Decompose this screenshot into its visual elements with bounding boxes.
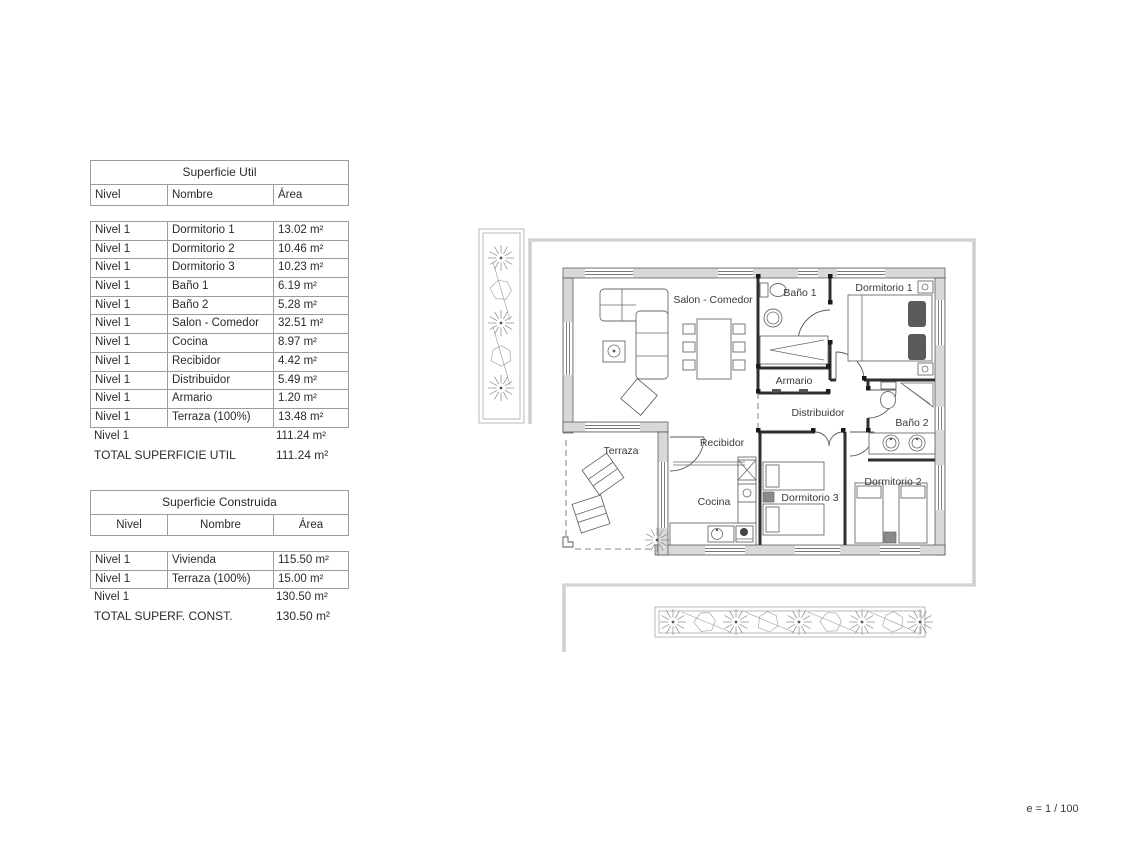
cell-area: 5.49 m²	[273, 372, 348, 390]
cell-nombre: Baño 1	[167, 278, 273, 296]
cell-nombre: Distribuidor	[167, 372, 273, 390]
room-label-bano1: Baño 1	[783, 287, 817, 299]
cell-nombre: Recibidor	[167, 353, 273, 371]
room-label-dormitorio1: Dormitorio 1	[855, 282, 913, 294]
cell-area: 15.00 m²	[273, 571, 348, 589]
col-header-area: Área	[273, 515, 348, 535]
room-label-cocina: Cocina	[697, 496, 731, 508]
room-label-terraza: Terraza	[603, 445, 639, 457]
cell-nivel: Nivel 1	[95, 317, 131, 330]
cell-nombre: Armario	[167, 390, 273, 408]
cell-area: 6.19 m²	[273, 278, 348, 296]
cell-nombre: Baño 2	[167, 297, 273, 315]
total-label: TOTAL SUPERF. CONST.	[94, 609, 233, 624]
cell-nombre: Cocina	[167, 334, 273, 352]
cell-area: 4.42 m²	[273, 353, 348, 371]
cell-area: 5.28 m²	[273, 297, 348, 315]
cell-area: 115.50 m²	[273, 552, 348, 570]
table-row	[91, 222, 348, 240]
room-label-dormitorio2: Dormitorio 2	[864, 476, 922, 488]
table-row	[91, 333, 348, 352]
terraza-step	[563, 537, 573, 547]
cell-nombre: Dormitorio 1	[167, 222, 273, 240]
hall-bench	[673, 462, 745, 465]
cell-area: 10.23 m²	[273, 259, 348, 277]
cell-nivel: Nivel 1	[95, 572, 131, 585]
cell-nombre: Dormitorio 3	[167, 259, 273, 277]
col-header-nombre: Nombre	[167, 185, 273, 205]
cell-nombre: Vivienda	[167, 552, 273, 570]
room-label-distribuidor: Distribuidor	[791, 407, 845, 419]
room-label-dormitorio3: Dormitorio 3	[781, 492, 839, 504]
cell-nivel: Nivel 1	[95, 298, 131, 311]
cell-nivel: Nivel 1	[95, 410, 131, 423]
superficie-construida-table	[90, 490, 349, 626]
col-header-nombre: Nombre	[167, 515, 273, 535]
cell-nombre: Salon - Comedor	[167, 315, 273, 333]
table-row	[91, 296, 348, 315]
sofa	[600, 289, 668, 379]
table-row	[91, 371, 348, 390]
room-label-bano2: Baño 2	[895, 417, 929, 429]
cell-area: 32.51 m²	[273, 315, 348, 333]
cell-nombre: Dormitorio 2	[167, 241, 273, 259]
table-row	[91, 389, 348, 408]
cell-nivel: Nivel 1	[95, 373, 131, 386]
col-header-area: Área	[273, 185, 348, 205]
table-row	[91, 314, 348, 333]
beds-single-dorm2	[855, 483, 927, 543]
room-label-recibidor: Recibidor	[699, 437, 745, 449]
col-header-nivel: Nivel	[95, 189, 121, 201]
superficie-util-title: Superficie Util	[91, 161, 348, 185]
room-label-salon: Salon - Comedor	[673, 294, 753, 306]
subtotal-nivel: Nivel 1	[94, 429, 130, 442]
total-area: 130.50 m²	[276, 609, 331, 624]
subtotal-area: 111.24 m²	[276, 429, 327, 442]
scale-note: e = 1 / 100	[1026, 803, 1079, 815]
floor-plan	[460, 215, 1000, 675]
total-label: TOTAL SUPERFICIE UTIL	[94, 447, 236, 462]
room-label-armario: Armario	[775, 375, 813, 387]
cell-nivel: Nivel 1	[95, 261, 131, 274]
col-header-nivel: Nivel	[116, 519, 142, 531]
table-row	[91, 408, 348, 427]
subtotal-spacer	[166, 589, 272, 606]
cell-nivel: Nivel 1	[95, 224, 131, 236]
cell-nombre: Terraza (100%)	[167, 409, 273, 427]
cell-area: 10.46 m²	[273, 241, 348, 259]
bed-double	[848, 281, 933, 375]
total-area: 111.24 m²	[276, 447, 329, 462]
cell-area: 8.97 m²	[273, 334, 348, 352]
cell-nivel: Nivel 1	[95, 354, 131, 367]
dining-table	[683, 319, 745, 379]
hedge-strip-left	[479, 229, 524, 423]
table-row	[91, 240, 348, 259]
table-row	[91, 277, 348, 296]
superficie-util-table	[90, 160, 349, 465]
cell-area: 1.20 m²	[273, 390, 348, 408]
cell-area: 13.48 m²	[273, 409, 348, 427]
hedge-strip-bottom	[655, 607, 933, 637]
total-row	[90, 606, 349, 626]
superficie-construida-title: Superficie Construida	[91, 491, 348, 515]
side-table-lamp	[603, 341, 625, 362]
table-row	[91, 352, 348, 371]
cell-nombre: Terraza (100%)	[167, 571, 273, 589]
lounge-chair	[572, 495, 610, 533]
subtotal-nivel: Nivel 1	[94, 591, 130, 604]
table-row	[91, 570, 348, 589]
cell-nivel: Nivel 1	[95, 392, 131, 405]
subtotal-area: 130.50 m²	[276, 591, 328, 604]
subtotal-row	[90, 428, 349, 445]
subtotal-spacer	[166, 428, 272, 445]
coffee-table	[621, 379, 658, 416]
cell-nivel: Nivel 1	[95, 242, 131, 255]
total-row	[90, 445, 349, 465]
cell-nivel: Nivel 1	[95, 554, 131, 566]
lounge-chair	[582, 453, 624, 495]
cell-area: 13.02 m²	[273, 222, 348, 240]
cell-nivel: Nivel 1	[95, 336, 131, 349]
subtotal-row	[90, 589, 349, 606]
table-row	[91, 552, 348, 570]
cell-nivel: Nivel 1	[95, 280, 131, 293]
table-row	[91, 258, 348, 277]
